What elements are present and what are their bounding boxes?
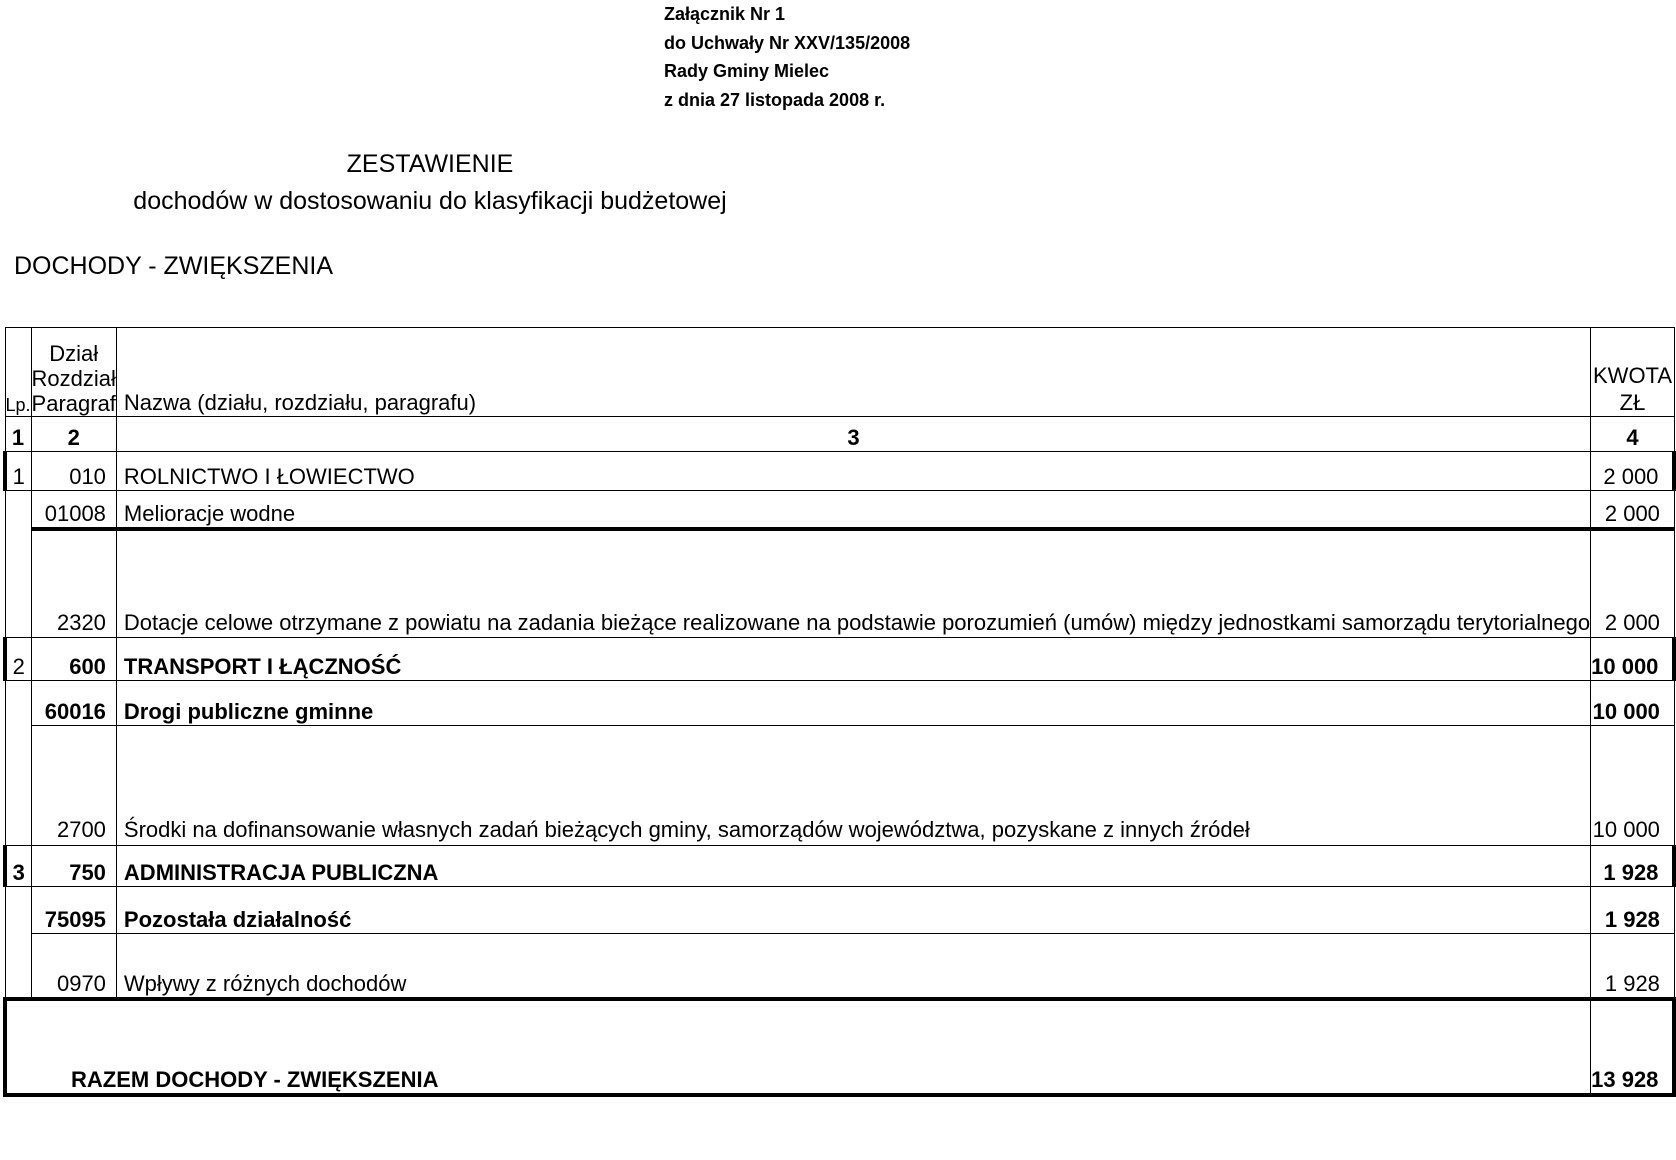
header-code-line: Dział (49, 341, 99, 366)
header-code (31, 328, 116, 417)
row-name: ADMINISTRACJA PUBLICZNA (116, 846, 1590, 887)
row-amount: 10 000 (1591, 725, 1675, 846)
table-row-dzial (5, 452, 1674, 491)
row-lp (5, 933, 31, 999)
row-amount: 1 928 (1591, 887, 1675, 934)
row-code: 2700 (31, 725, 116, 846)
column-number: 1 (5, 417, 31, 452)
row-name: Dotacje celowe otrzymane z powiatu na zadania bieżące realizowane na podstawie porozumień (umów) między jednostkami samorządu terytorialnego (116, 529, 1590, 638)
document-subtitle: dochodów w dostosowaniu do klasyfikacji budżetowej (133, 187, 727, 215)
row-lp (5, 491, 31, 530)
annex-line: do Uchwały Nr XXV/135/2008 (664, 32, 911, 53)
income-table (3, 327, 1676, 1097)
header-amount-line: ZŁ (1619, 390, 1646, 415)
row-lp (5, 529, 31, 638)
row-lp: 2 (5, 638, 31, 681)
row-amount: 1 928 (1591, 846, 1675, 887)
column-number: 4 (1591, 417, 1675, 452)
row-name: ROLNICTWO I ŁOWIECTWO (116, 452, 1590, 491)
row-code: 01008 (31, 491, 116, 530)
row-amount: 2 000 (1591, 452, 1675, 491)
column-number-row (5, 417, 1674, 452)
row-name: Wpływy z różnych dochodów (116, 933, 1590, 999)
row-code: 600 (31, 638, 116, 681)
row-lp: 3 (5, 846, 31, 887)
row-code: 60016 (31, 681, 116, 726)
section-title: DOCHODY - ZWIĘKSZENIA (14, 252, 334, 280)
annex-line: Załącznik Nr 1 (664, 4, 786, 24)
header-amount-line: KWOTA (1593, 363, 1673, 388)
row-code: 2320 (31, 529, 116, 638)
row-amount: 2 000 (1591, 491, 1675, 530)
total-amount: 13 928 (1591, 999, 1675, 1095)
table-row-dzial (5, 638, 1674, 681)
row-amount: 2 000 (1591, 529, 1675, 638)
row-lp: 1 (5, 452, 31, 491)
row-amount: 10 000 (1591, 681, 1675, 726)
table-header-row (5, 328, 1674, 417)
table-row-paragraf (5, 529, 1674, 638)
table-row-rozdzial (5, 887, 1674, 934)
table-row-paragraf (5, 933, 1674, 999)
row-code: 010 (31, 452, 116, 491)
table-row-paragraf (5, 725, 1674, 846)
header-name: Nazwa (działu, rozdziału, paragrafu) (116, 328, 1590, 417)
row-code: 75095 (31, 887, 116, 934)
header-code-line: Rozdział (31, 366, 116, 391)
header-code-line: Paragraf (31, 391, 116, 416)
row-amount: 10 000 (1591, 638, 1675, 681)
row-amount: 1 928 (1591, 933, 1675, 999)
column-number: 2 (31, 417, 116, 452)
table-row-rozdzial (5, 681, 1674, 726)
row-lp (5, 725, 31, 846)
row-lp (5, 887, 31, 934)
row-name: TRANSPORT I ŁĄCZNOŚĆ (116, 638, 1590, 681)
row-name: Melioracje wodne (116, 491, 1590, 530)
row-lp (5, 681, 31, 726)
header-lp: Lp. (5, 328, 31, 417)
annex-header (664, 0, 910, 114)
annex-line: Rady Gminy Mielec (664, 61, 830, 81)
row-name: Środki na dofinansowanie własnych zadań bieżących gminy, samorządów województwa, pozyskane z innych źródeł (116, 725, 1590, 846)
header-amount (1591, 328, 1675, 417)
row-name: Pozostała działalność (116, 887, 1590, 934)
table-row-total (5, 999, 1674, 1095)
document-title: ZESTAWIENIE (346, 150, 514, 178)
annex-line: z dnia 27 listopada 2008 r. (664, 89, 886, 110)
row-code: 0970 (31, 933, 116, 999)
table-row-dzial (5, 846, 1674, 887)
row-code: 750 (31, 846, 116, 887)
table-row-rozdzial (5, 491, 1674, 530)
row-name: Drogi publiczne gminne (116, 681, 1590, 726)
total-label: RAZEM DOCHODY - ZWIĘKSZENIA (5, 999, 1591, 1095)
column-number: 3 (116, 417, 1590, 452)
